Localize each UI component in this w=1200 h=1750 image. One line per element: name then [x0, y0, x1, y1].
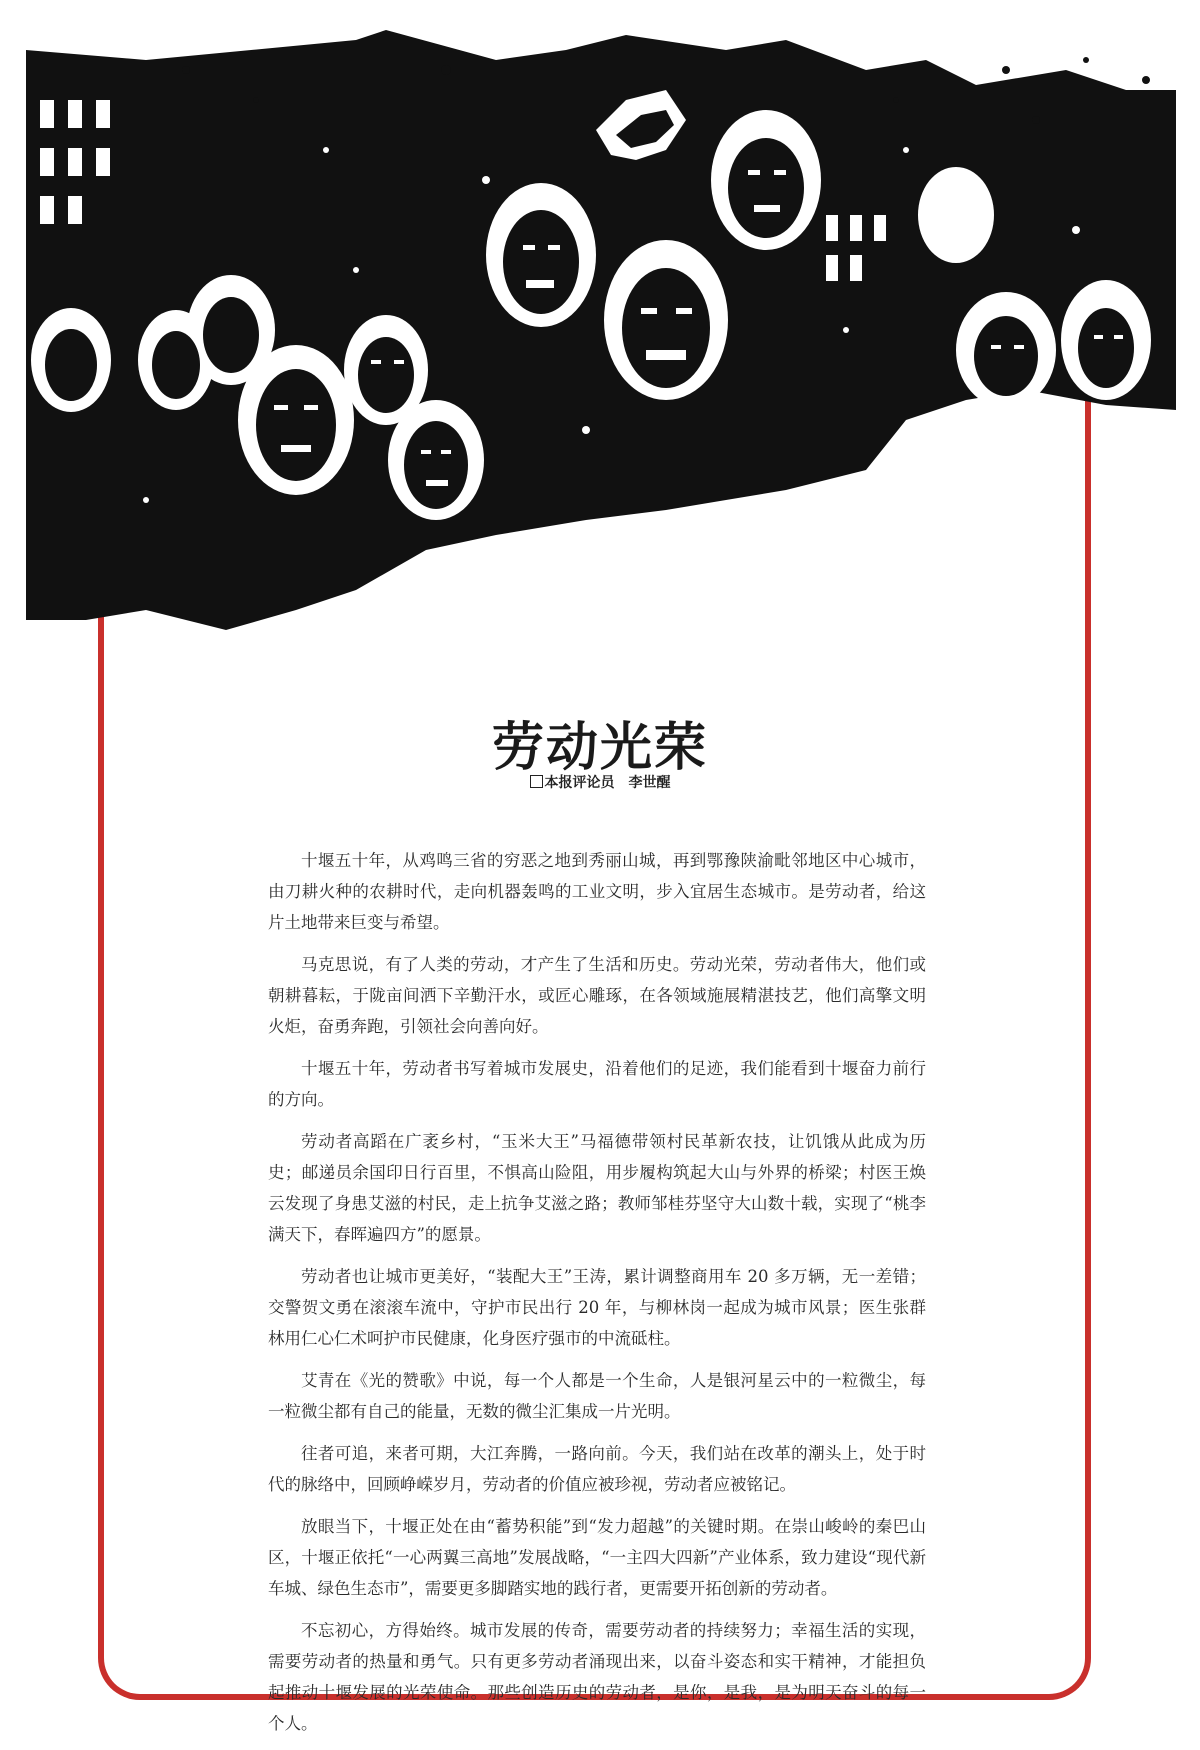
article-title: 劳动光荣: [491, 717, 708, 778]
paragraph: 十堰五十年，从鸡鸣三省的穷恶之地到秀丽山城，再到鄂豫陕渝毗邻地区中心城市，由刀耕火种的农耕时代，走向机器轰鸣的工业文明，步入宜居生态城市。是劳动者，给这片土地带来巨变与希望。: [268, 851, 926, 932]
woodcut-crowd-illustration: [26, 30, 1176, 640]
article-body: [268, 845, 926, 1750]
paragraph: 劳动者也让城市更美好，“装配大王”王涛，累计调整商用车 20 多万辆，无一差错；交警贺文勇在滚滚车流中，守护市民出行 20 年，与柳林岗一起成为城市风景；医生张群林用仁心仁术呵护市民健康，化身医疗强市的中流砥柱。: [268, 1267, 926, 1348]
paragraph: 马克思说，有了人类的劳动，才产生了生活和历史。劳动光荣，劳动者伟大，他们或朝耕暮耘，于陇亩间洒下辛勤汗水，或匠心雕琢，在各领域施展精湛技艺，他们高擎文明火炬，奋勇奔跑，引领社会向善向好。: [268, 955, 926, 1036]
paragraph: 往者可追，来者可期，大江奔腾，一路向前。今天，我们站在改革的潮头上，处于时代的脉络中，回顾峥嵘岁月，劳动者的价值应被珍视，劳动者应被铭记。: [268, 1444, 926, 1494]
paragraph: 艾青在《光的赞歌》中说，每一个人都是一个生命，人是银河星云中的一粒微尘，每一粒微尘都有自己的能量，无数的微尘汇集成一片光明。: [268, 1371, 926, 1421]
byline-author: 李世醒: [628, 775, 671, 791]
paragraph: 劳动者高蹈在广袤乡村，“玉米大王”马福德带领村民革新农技，让饥饿从此成为历史；邮递员余国印日行百里，不惧高山险阻，用步履构筑起大山与外界的桥梁；村医王焕云发现了身患艾滋的村民，走上抗争艾滋之路；教师邹桂芬坚守大山数十载，实现了“桃李满天下，春晖遍四方”的愿景。: [268, 1132, 926, 1244]
byline-box-icon: [530, 775, 543, 788]
paragraph: 不忘初心，方得始终。城市发展的传奇，需要劳动者的持续努力；幸福生活的实现，需要劳动者的热量和勇气。只有更多劳动者涌现出来，以奋斗姿态和实干精神，才能担负起推动十堰发展的光荣使命。那些创造历史的劳动者，是你，是我，是为明天奋斗的每一个人。: [268, 1621, 926, 1733]
paragraph: 十堰五十年，劳动者书写着城市发展史，沿着他们的足迹，我们能看到十堰奋力前行的方向。: [268, 1059, 926, 1109]
paragraph: 放眼当下，十堰正处在由“蓄势积能”到“发力超越”的关键时期。在崇山峻岭的秦巴山区，十堰正依托“一心两翼三高地”发展战略，“一主四大四新”产业体系，致力建设“现代新车城、绿色生态市”，需要更多脚踏实地的践行者，更需要开拓创新的劳动者。: [268, 1517, 926, 1598]
byline: [0, 772, 1200, 792]
byline-role: 本报评论员: [544, 775, 615, 791]
